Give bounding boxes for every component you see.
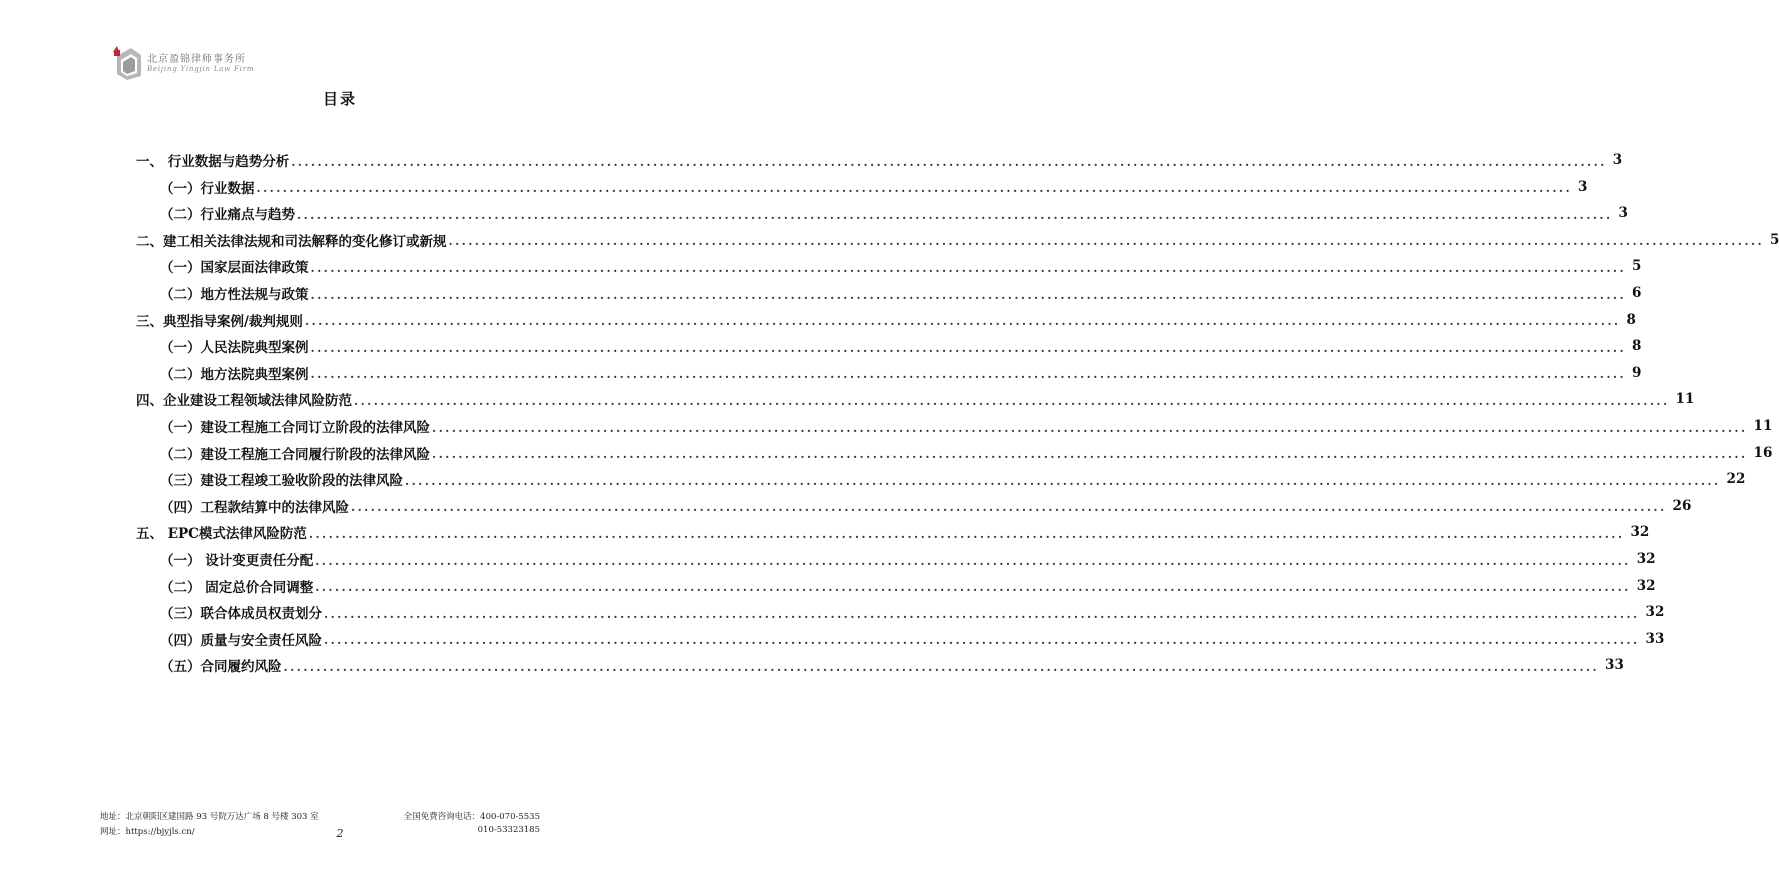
toc-leader-dots: ........................................................................................................................................................................................................: [351, 500, 1667, 515]
toc-entry[interactable]: [136, 308, 1636, 332]
footer-website: 网址：https://bjyjls.cn/: [100, 827, 195, 837]
toc-leader-dots: ........................................................................................................................................................................................................: [432, 420, 1748, 435]
toc-entry-page: 32: [1630, 524, 1650, 541]
footer-hotline: 全国免费咨询电话：400-070-5535: [403, 812, 540, 822]
toc-entry-page: 33: [1645, 630, 1665, 647]
firm-logo-mark-icon: [113, 46, 143, 80]
toc-leader-dots: ........................................................................................................................................................................................................: [324, 606, 1640, 621]
toc-entry-page: 32: [1636, 577, 1656, 594]
toc-entry-title: （一）建设工程施工合同订立阶段的法律风险: [160, 420, 430, 436]
toc-entry[interactable]: [160, 201, 1628, 225]
toc-entry-page: 5: [1632, 258, 1642, 275]
toc-entry-title: 四、企业建设工程领域法律风险防范: [136, 393, 352, 410]
toc-leader-dots: ........................................................................................................................................................................................................: [315, 580, 1631, 595]
toc-entry-page: 8: [1632, 338, 1642, 355]
toc-entry-title: （四）工程款结算中的法律风险: [160, 499, 349, 516]
toc-entry[interactable]: [160, 467, 1746, 491]
toc-entry-page: 6: [1632, 285, 1642, 301]
footer-phone: 010-53323185: [477, 825, 540, 835]
toc-entry[interactable]: [160, 574, 1656, 598]
firm-name-cn: 北京盈锦律师事务所: [147, 54, 246, 65]
toc-entry[interactable]: [160, 334, 1642, 358]
toc-entry-title: （一）人民法院典型案例: [160, 340, 309, 357]
toc-entry-title: （二）地方法院典型案例: [160, 366, 309, 383]
toc-leader-dots: ........................................................................................................................................................................................................: [310, 367, 1627, 382]
toc-leader-dots: ........................................................................................................................................................................................................: [310, 287, 1627, 302]
toc-entry-title: 五、 EPC模式法律风险防范: [136, 526, 307, 543]
toc-entry[interactable]: [136, 228, 1779, 252]
toc-leader-dots: ........................................................................................................................................................................................................: [308, 526, 1625, 541]
toc-entry-page: 3: [1578, 178, 1588, 195]
toc-entry-title: （一）国家层面法律政策: [160, 260, 309, 277]
toc-entry-title: （二）建设工程施工合同履行阶段的法律风险: [160, 446, 430, 463]
toc-entry[interactable]: [160, 547, 1656, 571]
toc-leader-dots: ........................................................................................................................................................................................................: [448, 234, 1765, 249]
page-number: 2: [336, 827, 344, 840]
toc-entry[interactable]: [160, 281, 1642, 305]
toc-leader-dots: ........................................................................................................................................................................................................: [256, 181, 1573, 196]
toc-entry[interactable]: [136, 520, 1650, 544]
toc-entry-page: 22: [1726, 471, 1746, 488]
toc-leader-dots: ........................................................................................................................................................................................................: [291, 154, 1607, 169]
toc-entry[interactable]: [160, 175, 1588, 199]
toc-leader-dots: ........................................................................................................................................................................................................: [315, 553, 1631, 568]
toc-entry-title: 二、建工相关法律法规和司法解释的变化修订或新规: [136, 233, 447, 250]
toc-leader-dots: ........................................................................................................................................................................................................: [310, 260, 1627, 275]
toc-entry[interactable]: [160, 441, 1773, 465]
toc-entry[interactable]: [136, 148, 1623, 172]
toc-leader-dots: ........................................................................................................................................................................................................: [405, 473, 1721, 488]
toc-entry-page: 8: [1626, 311, 1636, 328]
toc-entry-title: （五）合同履约风险: [160, 659, 282, 676]
toc-entry-title: （一）行业数据: [160, 180, 255, 197]
toc-entry-page: 16: [1753, 444, 1773, 461]
toc-entry-title: （二）行业痛点与趋势: [160, 207, 295, 224]
toc-entry-title: 三、典型指导案例/裁判规则: [136, 313, 303, 330]
toc-leader-dots: ........................................................................................................................................................................................................: [324, 633, 1640, 648]
toc-entry-page: 11: [1753, 418, 1773, 434]
toc-entry-title: （三）联合体成员权责划分: [160, 606, 322, 623]
toc-entry[interactable]: [136, 387, 1695, 411]
toc-entry[interactable]: [160, 627, 1665, 651]
toc-entry-page: 32: [1645, 604, 1665, 621]
toc-entry-page: 32: [1636, 551, 1656, 567]
toc-entry[interactable]: [160, 600, 1665, 624]
toc-leader-dots: ........................................................................................................................................................................................................: [297, 207, 1613, 222]
toc-entry-page: 33: [1605, 657, 1624, 674]
toc-entry-page: 3: [1618, 205, 1628, 222]
toc-entry[interactable]: [160, 653, 1624, 677]
firm-logo: [113, 46, 263, 80]
toc-entry-title: （三）建设工程竣工验收阶段的法律风险: [160, 473, 403, 490]
toc-leader-dots: ........................................................................................................................................................................................................: [354, 393, 1670, 408]
toc-entry[interactable]: [160, 361, 1642, 385]
page-title: 目录: [322, 90, 357, 108]
toc-entry-page: 9: [1632, 364, 1642, 381]
toc-leader-dots: ........................................................................................................................................................................................................: [310, 340, 1627, 355]
firm-name-en: Beijing Yingjin Law Firm: [147, 65, 255, 73]
toc-leader-dots: ........................................................................................................................................................................................................: [283, 659, 1600, 674]
toc-entry-page: 11: [1675, 391, 1695, 408]
toc-entry-page: 26: [1672, 497, 1692, 514]
toc-entry-title: 一、 行业数据与趋势分析: [136, 154, 290, 170]
toc-entry-title: （二） 固定总价合同调整: [160, 579, 314, 596]
toc-entry[interactable]: [160, 494, 1692, 518]
toc-entry[interactable]: [160, 414, 1773, 438]
toc-entry-title: （一） 设计变更责任分配: [160, 553, 314, 569]
toc-leader-dots: ........................................................................................................................................................................................................: [304, 314, 1621, 329]
toc-entry-page: 5: [1770, 231, 1779, 248]
footer-address: 地址：北京朝阳区建国路 93 号院万达广场 8 号楼 303 室: [100, 812, 319, 822]
toc-entry[interactable]: [160, 254, 1642, 278]
toc-entry-title: （二）地方性法规与政策: [160, 287, 309, 303]
toc-entry-title: （四）质量与安全责任风险: [160, 632, 322, 649]
toc-leader-dots: ........................................................................................................................................................................................................: [432, 447, 1748, 462]
toc-entry-page: 3: [1612, 152, 1623, 168]
